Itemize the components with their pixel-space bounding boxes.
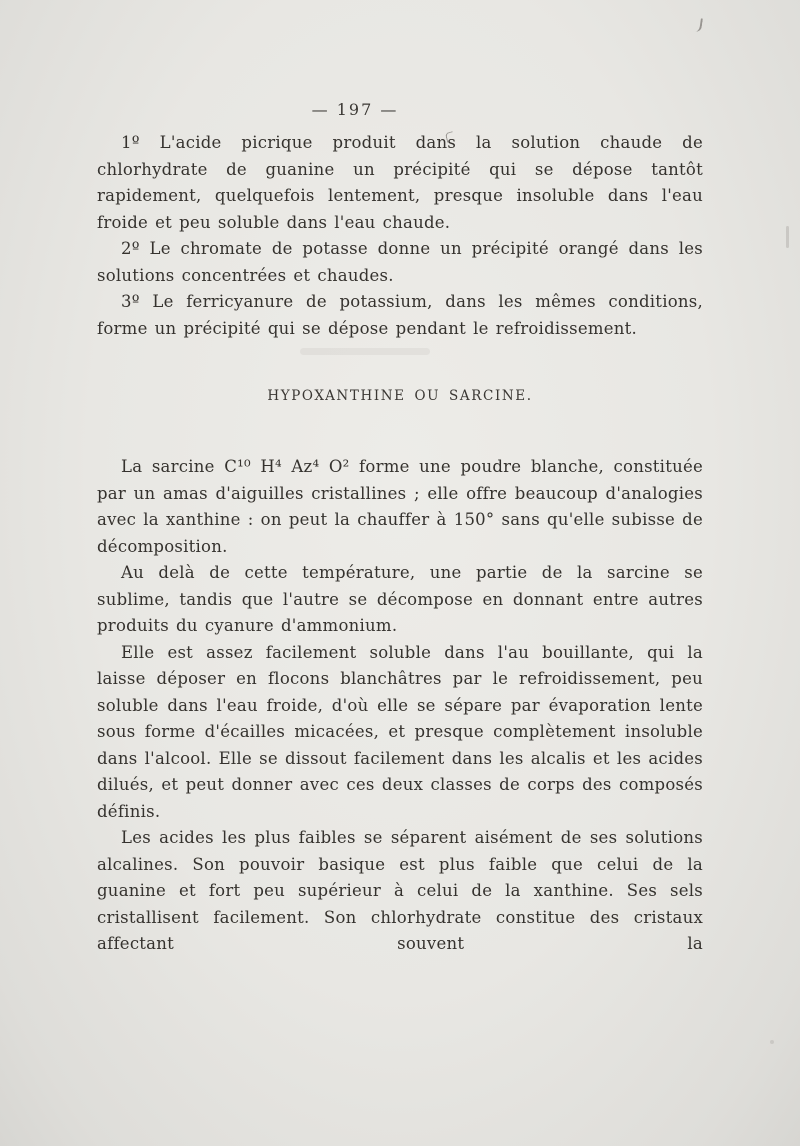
text-block	[97, 100, 703, 958]
scan-artifact	[693, 18, 703, 33]
paragraph-ferricyanure: 3º Le ferricyanure de potassium, dans les mêmes conditions, forme un précipité qui se dépose pendant le refroidissement.	[97, 292, 703, 338]
paragraph-acides-faibles: Les acides les plus faibles se séparent aisément de ses solutions alcalines. Son pouvoir basique est plus faible que celui de la guanine et fort peu supérieur à celui de la xanthine. Ses sels cristallisent facilement. Son chlorhydrate constitue des cristaux affectant souvent la	[97, 828, 703, 953]
scan-artifact	[786, 226, 789, 248]
paragraph-solubilite: Elle est assez facilement soluble dans l'au bouillante, qui la laisse déposer en flocons blanchâtres par le refroidissement, peu soluble dans l'eau froide, d'où elle se sépare par évaporation lente sous forme d'écailles micacées, et presque complètement insoluble dans l'alcool. Elle se dissout facilement dans les alcalis et les acides dilués, et peut donner avec ces deux classes de corps des composés définis.	[97, 642, 703, 821]
section-heading: HYPOXANTHINE OU SARCINE.	[267, 388, 533, 404]
paragraph-chromate-potasse: 2º Le chromate de potasse donne un précipité orangé dans les solutions concentrées et chaudes.	[97, 239, 703, 285]
paragraph-acide-picrique: 1º L'acide picrique produit dans la solution chaude de chlorhydrate de guanine un précipité qui se dépose tantôt rapidement, quelquefois lentement, presque insoluble dans l'eau froide et peu soluble dans l'eau chaude.	[97, 133, 703, 232]
page-number: — 197 —	[311, 100, 399, 119]
paragraph-sarcine-formule: La sarcine C¹⁰ H⁴ Az⁴ O² forme une poudre blanche, constituée par un amas d'aiguilles cristallines ; elle offre beaucoup d'analogies avec la xanthine : on peut la chauffer à 150° sans qu'elle subisse de décomposition.	[97, 457, 703, 556]
scan-artifact	[770, 1040, 774, 1044]
paragraph-sublimation: Au delà de cette température, une partie de la sarcine se sublime, tandis que l'autre se décompose en donnant entre autres produits du cyanure d'ammonium.	[97, 563, 703, 635]
